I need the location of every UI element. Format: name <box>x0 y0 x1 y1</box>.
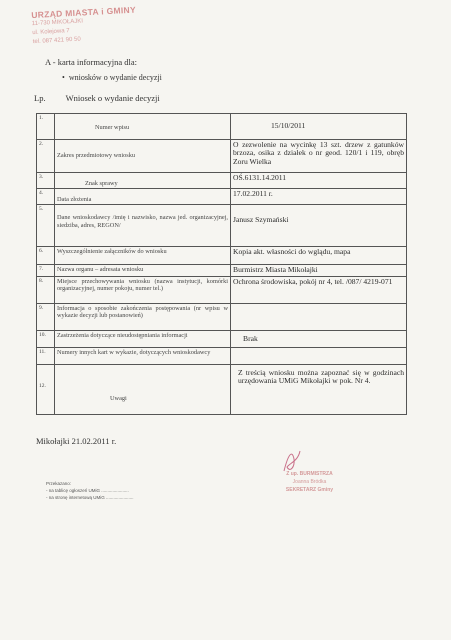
signature-line-1: Z up. BURMISTRZA <box>286 471 333 477</box>
row-number: 1. <box>37 114 55 140</box>
row-value-text: Ochrona środowiska, pokój nr 4, tel. /087/ 4219-071 <box>233 276 393 286</box>
lp-label: Lp. <box>34 93 46 103</box>
row-label-text: Uwagi <box>110 394 127 402</box>
row-label-text: Zakres przedmiotowy wniosku <box>57 152 135 159</box>
row-number: 3. <box>37 173 55 189</box>
row-number: 7. <box>37 265 55 276</box>
row-value <box>231 114 407 140</box>
stamp-line-1: URZĄD MIASTA i GMINY <box>31 4 137 21</box>
row-number: 4. <box>37 189 55 205</box>
table-row <box>37 205 407 247</box>
table-row <box>37 303 407 330</box>
lp-title: Wniosek o wydanie decyzji <box>65 93 160 103</box>
row-label <box>55 205 231 247</box>
row-label <box>55 114 231 140</box>
row-value-text: OŚ.6131.14.2011 <box>233 173 287 182</box>
row-value-text: O zezwolenie na wycinkę 13 szt. drzew z gatunków brzoza, osika z działek o nr geod. 120/1 i 119, obręb Zoru Wielka <box>233 140 404 166</box>
register-table <box>36 113 407 415</box>
row-number: 8. <box>37 276 55 303</box>
bullet-dot: • <box>62 73 69 82</box>
row-label <box>55 303 231 330</box>
row-label-text: Wyszczególnienie załączników do wniosku <box>57 248 167 256</box>
row-number: 2. <box>37 140 55 173</box>
row-label-text: Miejsce przechowywania wniosku (nazwa instytucji, komórki organizacyjnej, numer pokoju, numer tel.) <box>57 277 228 293</box>
row-label <box>55 364 231 414</box>
table-row <box>37 265 407 276</box>
row-value <box>231 276 407 303</box>
row-value <box>231 347 407 364</box>
row-value <box>231 330 407 347</box>
table-row <box>37 276 407 303</box>
row-label-text: Nazwa organu – adresata wniosku <box>57 266 144 274</box>
row-label-text: Numer wpisu <box>95 124 130 131</box>
table-row <box>37 330 407 347</box>
signature-line-3: SEKRETARZ Gminy <box>285 487 334 493</box>
stamp-line-3: ul. Kolejowa 7 <box>32 28 70 37</box>
row-value <box>231 265 407 276</box>
row-number: 10. <box>37 330 55 347</box>
signature-line-2: Joanna Bródka <box>292 479 327 485</box>
row-label-text: Znak sprawy <box>85 180 118 187</box>
row-value <box>231 303 407 330</box>
table-row <box>37 114 407 140</box>
row-value <box>231 173 407 189</box>
row-value <box>231 140 407 173</box>
row-label <box>55 330 231 347</box>
row-number-text: 12. <box>39 382 46 389</box>
row-number: 6. <box>37 247 55 265</box>
row-label-text: Dane wnioskodawcy /imię i nazwisko, nazwa jed. organizacyjnej, siedziba, adres, REGON/ <box>57 214 228 229</box>
row-number: 5. <box>37 205 55 247</box>
row-value <box>231 364 407 414</box>
table-row <box>37 364 407 414</box>
row-value-text: Janusz Szymański <box>233 215 289 225</box>
row-label <box>55 265 231 276</box>
row-number: 11. <box>37 347 55 364</box>
row-label-text: Zastrzeżenia dotyczące nieudostępniania informacji <box>57 331 188 339</box>
row-label <box>55 247 231 265</box>
row-value-text: Brak <box>243 333 258 343</box>
row-value-text: Burmistrz Miasta Mikołajki <box>233 265 318 275</box>
distribution-line-2: - na stronę internetową UMiG ...................... <box>46 495 134 500</box>
row-value <box>231 189 407 205</box>
row-value-text: 17.02.2011 r. <box>233 189 273 199</box>
table-row <box>37 347 407 364</box>
distribution-line-1: - na tablicę ogłoszeń UMiG ...................... <box>46 488 129 493</box>
row-label-text: Numery innych kart w wykazie, dotyczących wnioskodawcy <box>57 348 211 356</box>
row-value-text: Z treścią wniosku można zapoznać się w godzinach urzędowania UMiG Mikołajki w pok. Nr 4. <box>238 367 404 386</box>
stamp-line-4: tel. 087 421 90 50 <box>32 36 81 46</box>
row-label <box>55 189 231 205</box>
row-label <box>55 140 231 173</box>
signature-stamp <box>262 470 357 494</box>
lp-header <box>34 93 160 103</box>
row-value-text: 15/10/2011 <box>271 121 306 130</box>
table-row <box>37 173 407 189</box>
row-label <box>55 173 231 189</box>
row-number: 9. <box>37 303 55 330</box>
distribution-title: Przekazano: <box>46 481 72 486</box>
stamp-line-2: 11-730 MIKOŁAJKI <box>31 18 84 28</box>
issue-date: Mikołajki 21.02.2011 r. <box>36 436 117 446</box>
bullet-text: wniosków o wydanie decyzji <box>68 73 162 82</box>
row-label <box>55 276 231 303</box>
distribution-note <box>46 480 134 501</box>
row-value <box>231 205 407 247</box>
card-heading: A - karta informacyjna dla: <box>45 57 138 67</box>
office-stamp <box>31 5 151 47</box>
table-row <box>37 189 407 205</box>
card-bullet <box>62 73 162 82</box>
row-label-text: Informacja o sposobie zakończenia postępowania (nr wpisu w wykazie decyzji lub postanowień) <box>57 304 228 320</box>
table-row <box>37 247 407 265</box>
row-label-text: Data złożenia <box>57 196 92 204</box>
table-row <box>37 140 407 173</box>
row-value-text: Kopia akt. własności do wglądu, mapa <box>233 247 351 257</box>
row-number <box>37 364 55 414</box>
row-label <box>55 347 231 364</box>
row-value <box>231 247 407 265</box>
